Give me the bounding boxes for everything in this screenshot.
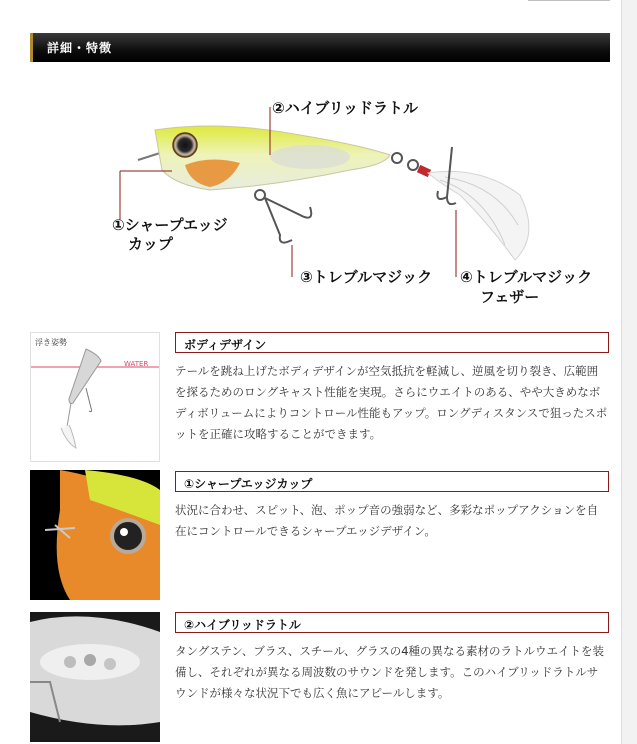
section-text-body-design: テールを跳ね上げたボディデザインが空気抵抗を軽減し、逆風を切り裂き、広範囲を探るためのロングキャスト性能を実現。さらにウエイトのある、やや大きめなボディボリュームによりコントロール性能もアップ。ロングディスタンスで狙ったスポットを正確に攻略することができます。 xyxy=(175,364,608,441)
section-text-sharp-edge-cup: 状況に合わせ、スピット、泡、ポップ音の強弱など、多彩なポップアクションを自在にコントロールできるシャープエッジデザイン。 xyxy=(175,503,599,538)
callout-hybrid-rattle: ②ハイブリッドラトル xyxy=(272,99,419,117)
body-design-thumbnail xyxy=(30,332,160,462)
callout-sharp-edge-cup-line2: カップ xyxy=(128,235,173,253)
section-header-title: 詳細・特徴 xyxy=(47,41,113,55)
callout-treble-feather-line1: ④トレブルマジック xyxy=(460,268,593,286)
sharp-edge-cup-thumbnail xyxy=(30,470,160,600)
sharp-edge-cup-photo xyxy=(30,470,160,600)
section-title-hybrid-rattle: ②ハイブリッドラトル xyxy=(175,612,609,633)
callout-treble-feather-line2: フェザー xyxy=(480,288,540,306)
water-line-label: WATER xyxy=(124,360,149,368)
top-rule xyxy=(528,0,610,1)
section-header xyxy=(30,33,610,62)
scrollbar[interactable] xyxy=(621,0,637,744)
float-posture-label: 浮き姿勢 xyxy=(35,338,67,347)
float-posture-diagram xyxy=(31,333,160,462)
section-title-sharp-edge-cup: ①シャープエッジカップ xyxy=(175,471,609,492)
callout-sharp-edge-cup-line1: ①シャープエッジ xyxy=(112,216,228,234)
section-title-body-design: ボディデザイン xyxy=(175,332,609,353)
hybrid-rattle-photo xyxy=(30,612,160,742)
callout-treble-magic: ③トレブルマジック xyxy=(300,268,433,286)
hybrid-rattle-thumbnail xyxy=(30,612,160,742)
lure-eye-icon xyxy=(173,133,197,157)
section-text-hybrid-rattle: タングステン、ブラス、スチール、グラスの4種の異なる素材のラトルウエイトを装備し、それぞれが異なる周波数のサウンドを発します。このハイブリッドラトルサウンドが様々な状況下でも広く魚にアピールします。 xyxy=(175,644,605,700)
